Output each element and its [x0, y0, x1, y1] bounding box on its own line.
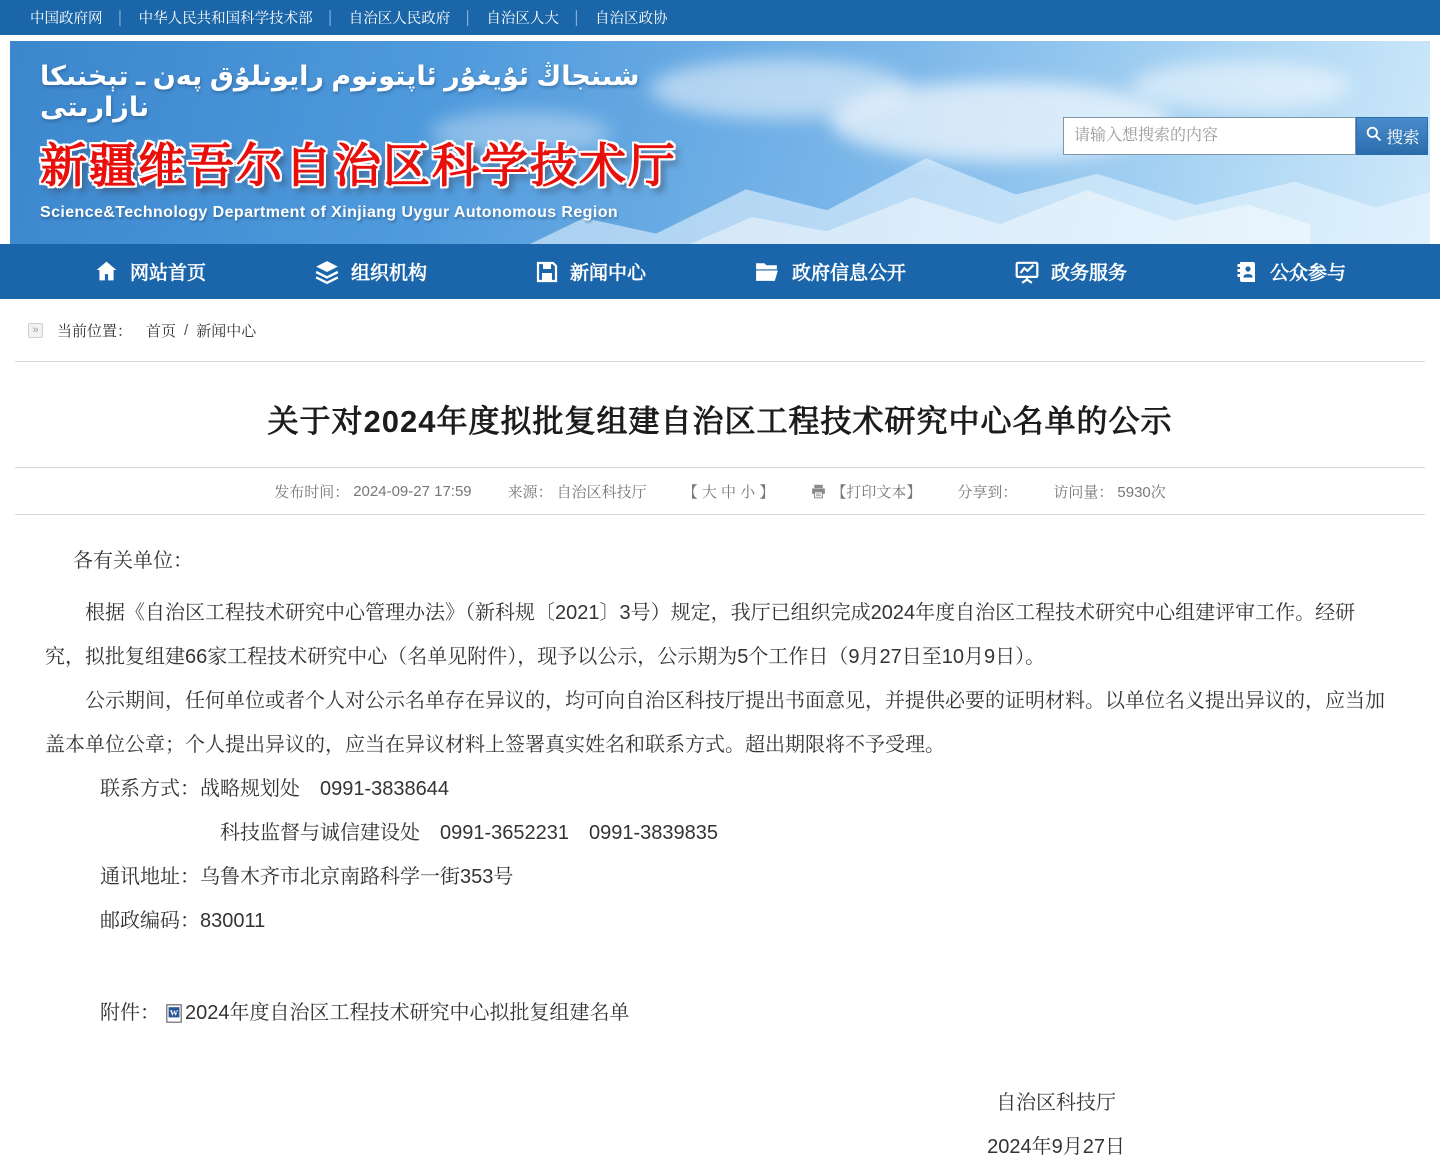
participation-icon — [1235, 260, 1259, 284]
nav-item-label: 公众参与 — [1269, 263, 1346, 284]
contact-label: 联系方式： — [100, 778, 200, 800]
nav-item-home[interactable] — [94, 258, 206, 285]
search-button-label: 搜索 — [1386, 129, 1420, 147]
topbar-link-china-gov[interactable]: 中国政府网 — [30, 11, 103, 27]
signature-block — [45, 1081, 1395, 1169]
nav-item-label: 政务服务 — [1050, 263, 1127, 284]
paragraph: 根据《自治区工程技术研究中心管理办法》（新科规〔2021〕3号）规定，我厅已组织完成2024年度自治区工程技术研究中心组建评审工作。经研究，拟批复组建66家工程技术研究中心（名单见附件），现予以公示，公示期为5个工作日（9月27日至10月9日）。 — [45, 602, 1356, 668]
topbar-link-most[interactable]: 中华人民共和国科学技术部 — [138, 11, 313, 27]
visit-count-value: 5930次 — [1117, 483, 1166, 501]
contact-value: 乌鲁木齐市北京南路科学一街353号 — [200, 866, 514, 888]
word-document-icon — [166, 1004, 182, 1023]
contact-line-postcode — [100, 899, 1395, 943]
nav-item-label: 新闻中心 — [569, 263, 646, 284]
share-label: 分享到： — [957, 483, 1018, 501]
topbar-link-peoples-congress[interactable]: 自治区人大 — [486, 11, 559, 27]
breadcrumb-current-link[interactable]: 新闻中心 — [196, 322, 257, 340]
breadcrumb-label: 当前位置： — [57, 322, 133, 340]
page-title: 关于对2024年度拟批复组建自治区工程技术研究中心名单的公示 — [267, 404, 1173, 439]
nav-item-label: 组织机构 — [350, 263, 427, 284]
topbar-separator: │ — [464, 10, 473, 25]
search-icon — [1365, 125, 1382, 147]
site-banner — [10, 41, 1430, 244]
topbar — [0, 0, 1440, 35]
visit-count — [1053, 481, 1165, 502]
signature-org: 自治区科技厅 — [996, 1092, 1117, 1114]
search-bar — [1063, 117, 1428, 155]
nav-item-label: 网站首页 — [129, 263, 206, 284]
attachment-link[interactable]: 2024年度自治区工程技术研究中心拟批复组建名单 — [185, 1002, 630, 1024]
main-nav — [0, 244, 1440, 299]
cloud-decoration — [1130, 61, 1350, 111]
contact-line-phone — [100, 767, 1395, 811]
contact-line-phone-2 — [220, 811, 1395, 855]
breadcrumb-separator: / — [184, 321, 189, 339]
article-meta-bar — [15, 467, 1425, 515]
nav-item-services[interactable] — [1014, 258, 1127, 285]
news-icon — [535, 260, 559, 284]
topbar-link-regional-gov[interactable]: 自治区人民政府 — [348, 11, 451, 27]
source-value: 自治区科技厅 — [556, 483, 647, 501]
signature-date: 2024年9月27日 — [987, 1136, 1125, 1158]
contact-value: 科技监督与诚信建设处 0991-3652231 0991-3839835 — [220, 822, 719, 844]
service-board-icon — [1014, 259, 1040, 285]
nav-item-participation[interactable] — [1235, 258, 1346, 285]
publish-time-label: 发布时间： — [274, 483, 350, 501]
layers-icon — [314, 259, 340, 285]
breadcrumb-arrow-icon: » — [28, 323, 43, 338]
contact-value: 830011 — [200, 910, 266, 932]
site-logo — [40, 61, 720, 222]
print-button-label: 【打印文本】 — [831, 483, 922, 501]
breadcrumb — [0, 299, 1440, 361]
contact-label: 邮政编码： — [100, 910, 200, 932]
publish-time — [274, 481, 471, 502]
nav-item-label: 政府信息公开 — [791, 263, 906, 284]
contact-label: 通讯地址： — [100, 866, 200, 888]
contact-line-address — [100, 855, 1395, 899]
nav-item-gov-info[interactable] — [754, 258, 906, 285]
publish-time-value: 2024-09-27 17:59 — [353, 482, 472, 500]
font-size-control[interactable]: 【 大 中 小 】 — [682, 483, 775, 501]
svg-text:W: W — [169, 1006, 179, 1017]
search-input[interactable] — [1063, 117, 1356, 155]
search-button[interactable] — [1356, 117, 1428, 155]
breadcrumb-home-link[interactable]: 首页 — [146, 322, 177, 340]
salutation: 各有关单位： — [73, 550, 193, 572]
nav-item-news[interactable] — [535, 258, 646, 285]
paragraph: 公示期间，任何单位或者个人对公示名单存在异议的，均可向自治区科技厅提出书面意见，并提供必要的证明材料。以单位名义提出异议的，应当加盖本单位公章；个人提出异议的，应当在异议材料上签署真实姓名和联系方式。超出期限将不予受理。 — [45, 690, 1385, 756]
source-label: 来源： — [507, 483, 553, 501]
folder-icon — [754, 259, 781, 284]
topbar-separator: │ — [116, 10, 125, 25]
visit-count-label: 访问量： — [1053, 483, 1114, 501]
printer-icon — [810, 483, 827, 500]
attachment-row — [100, 991, 1395, 1035]
topbar-separator: │ — [572, 10, 581, 25]
topbar-separator: │ — [326, 10, 335, 25]
contact-value: 战略规划处 0991-3838644 — [200, 778, 450, 800]
home-icon — [94, 259, 119, 284]
article-body — [15, 515, 1425, 1169]
logo-uyghur-title: شىنجاڭ ئۇيغۇر ئاپتونوم رايونلۇق پەن ـ تېخنىكا نازارىتى — [40, 61, 640, 122]
nav-item-organization[interactable] — [314, 258, 427, 285]
article-source — [508, 481, 647, 502]
print-button[interactable] — [810, 481, 921, 502]
logo-english-title: Science&Technology Department of Xinjiang Uygur Autonomous Region — [40, 204, 619, 221]
logo-chinese-title: 新疆维吾尔自治区科学技术厅 — [40, 139, 677, 192]
article-container — [15, 361, 1425, 1169]
attachment-label: 附件： — [100, 1002, 160, 1024]
topbar-link-cppcc[interactable]: 自治区政协 — [595, 11, 668, 27]
